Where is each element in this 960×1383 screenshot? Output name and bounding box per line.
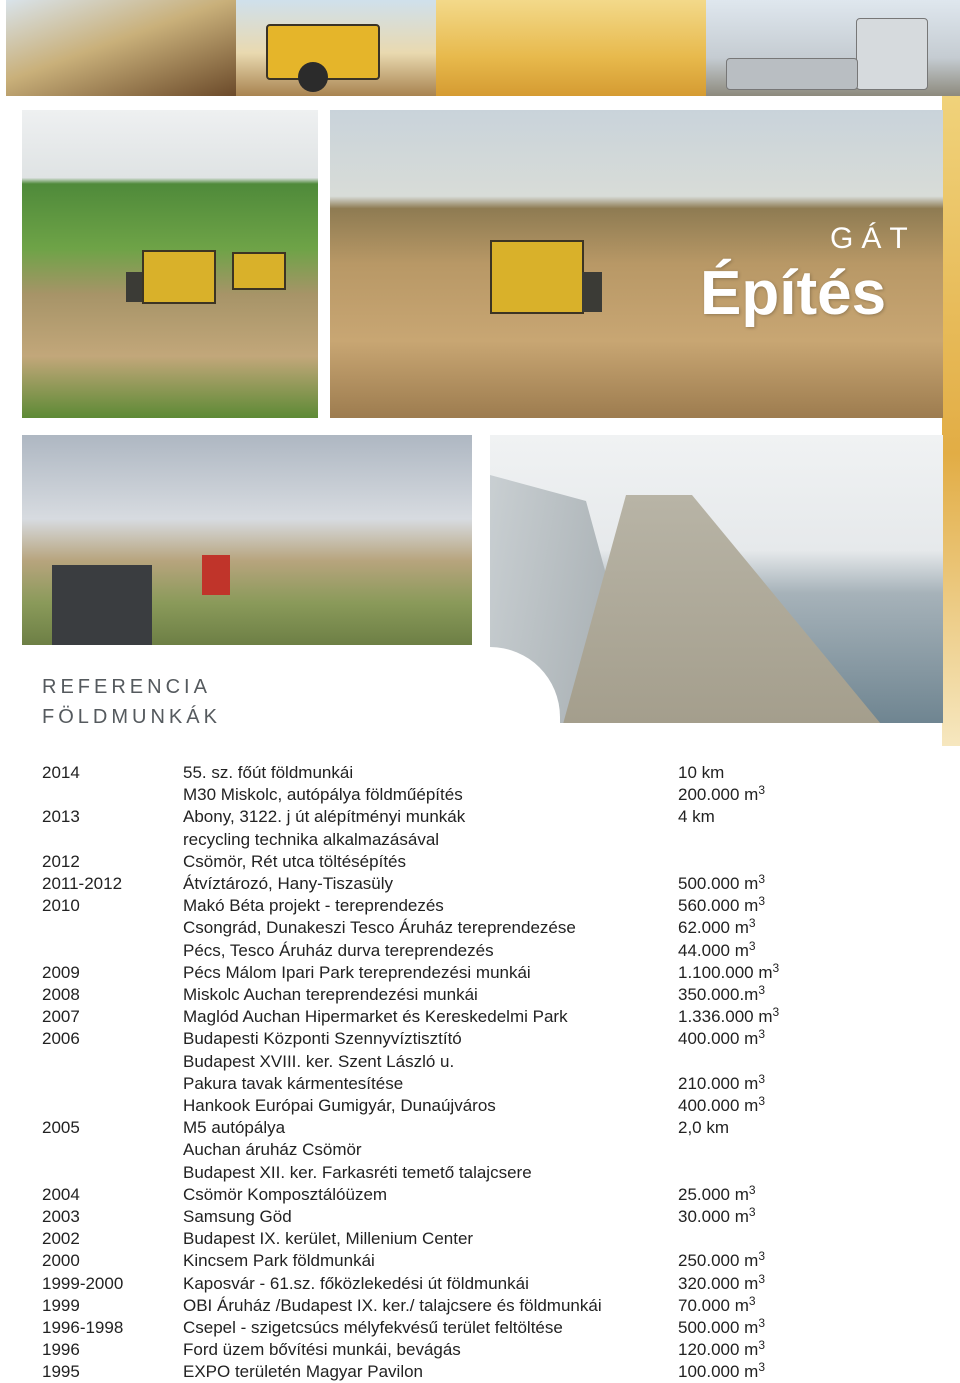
unit-superscript: 3 (748, 1293, 756, 1308)
unit-superscript: 3 (758, 1071, 766, 1086)
reference-row (0, 806, 960, 828)
reference-year: 2006 (42, 1029, 80, 1049)
reference-project: 55. sz. főút földmunkái (183, 763, 354, 782)
unit-superscript: 3 (772, 1005, 780, 1020)
reference-row (0, 940, 960, 962)
unit-superscript: 3 (748, 916, 756, 931)
reference-quantity: 70.000 $m^3$ (678, 1293, 756, 1315)
concrete-block-shape (52, 565, 152, 645)
reference-quantity: 400.000 $m^3$ (678, 1027, 766, 1049)
reference-row (0, 1051, 960, 1073)
reference-row (0, 1228, 960, 1250)
reference-row (0, 1317, 960, 1339)
reference-project: M5 autópálya (183, 1118, 286, 1138)
reference-quantity: 10 km (678, 763, 725, 782)
reference-year: 2010 (42, 896, 80, 916)
reference-row (0, 895, 960, 917)
reference-year: 2012 (42, 851, 80, 871)
plant-tower-shape (856, 18, 928, 90)
reference-quantity: 30.000 $m^3$ (678, 1205, 756, 1226)
reference-year: 2008 (42, 985, 80, 1004)
reference-row (0, 984, 960, 1006)
unit-superscript: 3 (758, 872, 766, 886)
reference-year: 1996 (42, 1340, 80, 1360)
reference-quantity: 100.000 $m^3$ (678, 1360, 766, 1382)
reference-row (0, 762, 960, 784)
unit-superscript: 3 (758, 1360, 766, 1375)
reference-year: 2009 (42, 962, 80, 982)
reference-quantity: 500.000 $m^3$ (678, 1316, 766, 1337)
reference-quantity: 62.000 $m^3$ (678, 916, 756, 938)
reference-quantity: 120.000 $m^3$ (678, 1338, 766, 1360)
reference-project: Átvíztározó, Hany-Tiszasüly (183, 874, 394, 893)
reference-project: Pakura tavak kármentesítése (183, 1073, 404, 1093)
section-heading-line2: FÖLDMUNKÁK (42, 706, 221, 728)
reference-row (0, 1184, 960, 1206)
reference-project: Csömör Komposztálóüzem (183, 1184, 388, 1204)
reference-project: Ford üzem bővítési munkái, bevágás (183, 1340, 461, 1360)
reference-row (0, 1295, 960, 1317)
reference-row (0, 1006, 960, 1028)
reference-quantity: 44.000 $m^3$ (678, 938, 756, 960)
photo-bulldozers-road (22, 110, 318, 418)
reference-row (0, 917, 960, 939)
reference-year: 1996-1998 (42, 1318, 124, 1337)
reference-quantity: $350.000.m^3$ (678, 983, 766, 1004)
reference-project: Budapest XII. ker. Farkasréti temető talajcsere (183, 1162, 532, 1182)
banner-photo-loader (236, 0, 436, 96)
plant-base-shape (726, 58, 858, 90)
reference-year: 2011-2012 (42, 874, 123, 893)
reference-quantity: 210.000 $m^3$ (678, 1071, 766, 1093)
hero-title-small: GÁT (830, 222, 916, 255)
bulldozer-shape (490, 240, 584, 314)
reference-year: 2014 (42, 763, 80, 782)
reference-quantity: 25.000 $m^3$ (678, 1182, 756, 1204)
reference-quantity: 200.000 $m^3$ (678, 783, 766, 805)
reference-row (0, 1095, 960, 1117)
reference-year: 2003 (42, 1207, 80, 1226)
section-heading (42, 672, 221, 732)
reference-row (0, 962, 960, 984)
reference-row (0, 1028, 960, 1050)
bulldozer-shape (142, 250, 216, 304)
reference-row (0, 1117, 960, 1139)
photo-construction-site (22, 435, 472, 645)
reference-project: Budapest XVIII. ker. Szent László u. (183, 1051, 455, 1071)
reference-project: Hankook Európai Gumigyár, Dunaújváros (183, 1096, 496, 1115)
reference-year: 2005 (42, 1118, 80, 1138)
banner-photo-screener (6, 0, 236, 96)
unit-superscript: 3 (772, 960, 780, 975)
photo-riverbank-revetment (490, 435, 943, 723)
reference-row (0, 1206, 960, 1228)
reference-row (0, 829, 960, 851)
reference-row (0, 784, 960, 806)
unit-superscript: 3 (758, 983, 766, 997)
bulldozer-shape (232, 252, 286, 290)
reference-quantity: 560.000 $m^3$ (678, 894, 766, 916)
reference-project: M30 Miskolc, autópálya földműépítés (183, 785, 463, 805)
reference-project: Budapesti Központi Szennyvíztisztító (183, 1029, 462, 1049)
loader-wheel-shape (298, 62, 328, 92)
reference-quantity: 1.100.000 $m^3$ (678, 960, 780, 982)
section-heading-line1: REFERENCIA (42, 676, 211, 698)
dump-truck-shape (202, 555, 230, 595)
reference-quantity: 320.000 $m^3$ (678, 1271, 766, 1293)
reference-project: Kaposvár - 61.sz. főközlekedési út földmunkái (183, 1273, 529, 1293)
reference-row (0, 1273, 960, 1295)
reference-project: Budapest IX. kerület, Millenium Center (183, 1229, 474, 1249)
reference-row (0, 1250, 960, 1272)
reference-project: recycling technika alkalmazásával (183, 829, 440, 849)
top-banner (6, 0, 960, 96)
reference-quantity: 4 km (678, 807, 715, 827)
reference-year: 2013 (42, 807, 80, 827)
reference-project: Pécs Málom Ipari Park tereprendezési munkái (183, 962, 531, 982)
reference-quantity: 1.336.000 $m^3$ (678, 1005, 780, 1027)
reference-row (0, 851, 960, 873)
reference-quantity: 2,0 km (678, 1118, 730, 1138)
reference-project: Csepel - szigetcsúcs mélyfekvésű terület feltöltése (183, 1318, 563, 1337)
reference-year: 1995 (42, 1362, 80, 1382)
reference-project: Abony, 3122. j út alépítményi munkák (183, 807, 466, 827)
reference-row (0, 1139, 960, 1161)
reference-year: 1999-2000 (42, 1273, 124, 1293)
unit-superscript: 3 (758, 1316, 766, 1330)
reference-quantity: 400.000 $m^3$ (678, 1094, 766, 1115)
unit-superscript: 3 (758, 1027, 766, 1042)
hero-title-big: Építés (700, 259, 887, 328)
reference-quantity: 250.000 $m^3$ (678, 1249, 766, 1271)
banner-photo-plant (706, 0, 960, 96)
unit-superscript: 3 (758, 1338, 766, 1353)
reference-row (0, 1162, 960, 1184)
reference-year: 2004 (42, 1184, 80, 1204)
reference-row (0, 1339, 960, 1361)
reference-project: Makó Béta projekt - tereprendezés (183, 896, 444, 916)
reference-project: Csömör, Rét utca töltésépítés (183, 851, 406, 871)
reference-row (0, 1361, 960, 1383)
unit-superscript: 3 (758, 894, 766, 909)
reference-project: Samsung Göd (183, 1207, 292, 1226)
unit-superscript: 3 (758, 1249, 766, 1264)
reference-project: OBI Áruház /Budapest IX. ker./ talajcsere és földmunkái (183, 1295, 602, 1315)
unit-superscript: 3 (758, 1094, 766, 1108)
reference-project: EXPO területén Magyar Pavilon (183, 1362, 424, 1382)
reference-quantity: 500.000 $m^3$ (678, 872, 766, 893)
reference-project: Miskolc Auchan tereprendezési munkái (183, 985, 478, 1004)
unit-superscript: 3 (748, 938, 756, 953)
unit-superscript: 3 (748, 1205, 756, 1219)
unit-superscript: 3 (758, 783, 766, 798)
unit-superscript: 3 (748, 1182, 756, 1197)
reference-year: 1999 (42, 1295, 80, 1315)
reference-project: Maglód Auchan Hipermarket és Kereskedelmi Park (183, 1007, 568, 1027)
reference-project: Pécs, Tesco Áruház durva tereprendezés (183, 940, 494, 960)
stone-path-shape (560, 495, 890, 723)
unit-superscript: 3 (758, 1271, 766, 1286)
side-accent-strip (942, 96, 960, 746)
reference-row (0, 873, 960, 895)
reference-year: 2000 (42, 1251, 80, 1271)
reference-project: Kincsem Park földmunkái (183, 1251, 375, 1271)
reference-year: 2002 (42, 1229, 80, 1249)
reference-row (0, 1073, 960, 1095)
reference-project: Auchan áruház Csömör (183, 1140, 362, 1160)
reference-year: 2007 (42, 1007, 80, 1027)
reference-project: Csongrád, Dunakeszi Tesco Áruház tereprendezése (183, 918, 576, 938)
